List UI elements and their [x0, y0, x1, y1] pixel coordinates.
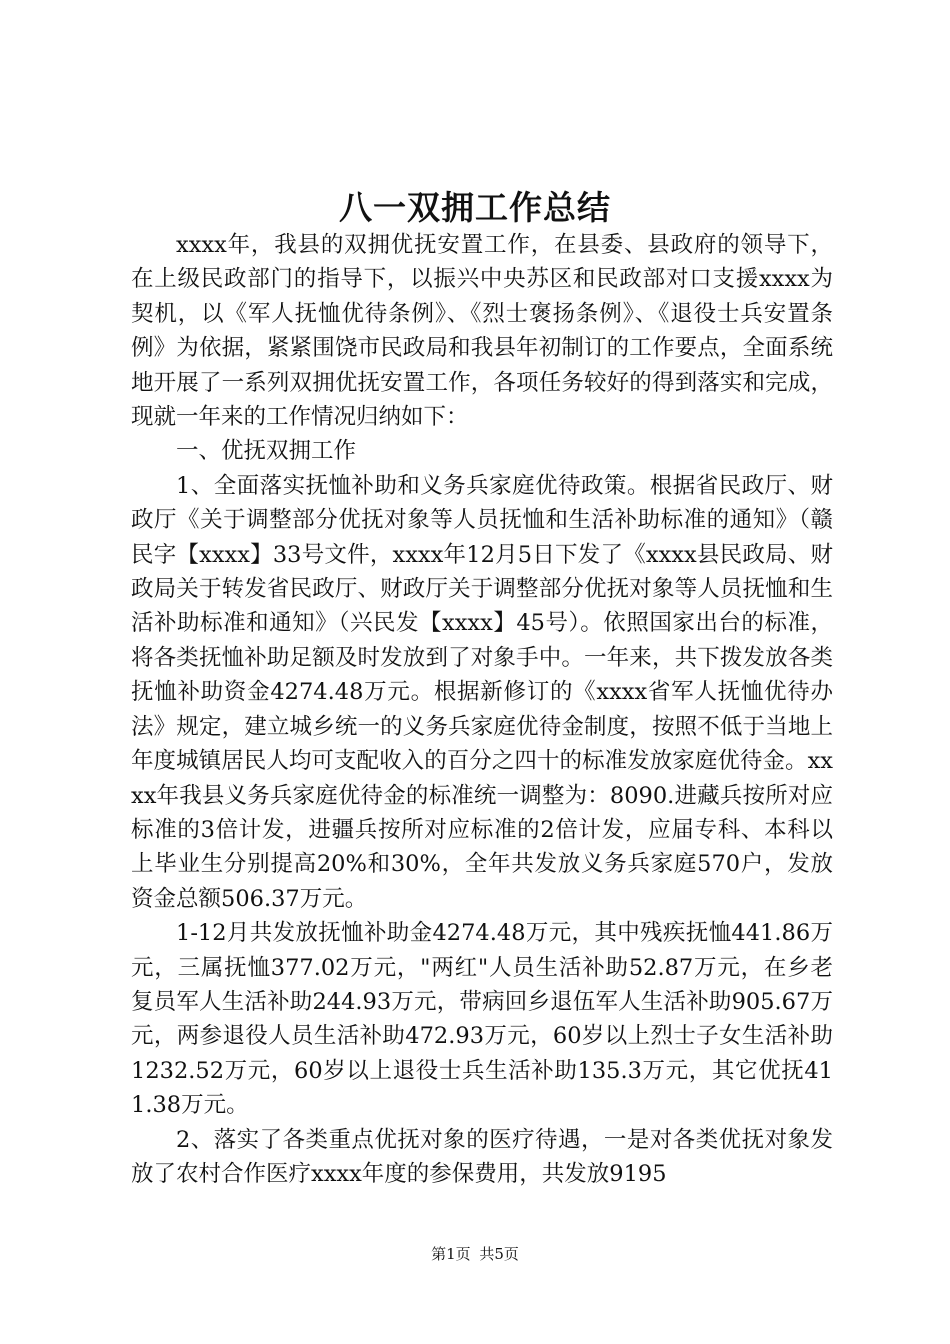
section-heading: 一、优抚双拥工作	[176, 438, 357, 465]
page-number: 第1页	[431, 1245, 471, 1263]
document-body	[131, 228, 833, 1191]
document-title: 八一双拥工作总结	[339, 188, 611, 227]
page-footer	[0, 1244, 950, 1264]
page-total: 共5页	[479, 1245, 519, 1263]
paragraph-intro: xxxx年，我县的双拥优抚安置工作，在县委、县政府的领导下，在上级民政部门的指导下，以振兴中央苏区和民政部对口支援xxxx为契机，以《军人抚恤优待条例》、《烈士褒扬条例》、《退役士兵安置条例》为依据，紧紧围饶市民政局和我县年初制订的工作要点，全面系统地开展了一系列双拥优抚安置工作，各项任务较好的得到落实和完成，现就一年来的工作情况归纳如下：	[131, 232, 833, 431]
paragraph-item-1: 1、全面落实抚恤补助和义务兵家庭优待政策。根据省民政厅、财政厅《关于调整部分优抚对象等人员抚恤和生活补助标准的通知》（赣民字【xxxx】33号文件，xxxx年12月5日下发了《xxxx县民政局、财政局关于转发省民政厅、财政厅关于调整部分优抚对象等人员抚恤和生活补助标准和通知》（兴民发【xxxx】45号）。依照国家出台的标准，将各类抚恤补助足额及时发放到了对象手中。一年来，共下拨发放各类抚恤补助资金4274.48万元。根据新修订的《xxxx省军人抚恤优待办法》规定，建立城乡统一的义务兵家庭优待金制度，按照不低于当地上年度城镇居民人均可支配收入的百分之四十的标准发放家庭优待金。xxxx年我县义务兵家庭优待金的标准统一调整为：8090.进藏兵按所对应标准的3倍计发，进疆兵按所对应标准的2倍计发，应届专科、本科以上毕业生分别提高20%和30%，全年共发放义务兵家庭570户，发放资金总额506.37万元。	[131, 472, 833, 912]
paragraph-item-2: 2、落实了各类重点优抚对象的医疗待遇，一是对各类优抚对象发放了农村合作医疗xxxx年度的参保费用，共发放9195	[131, 1126, 833, 1187]
paragraph-subsidy-details: 1-12月共发放抚恤补助金4274.48万元，其中残疾抚恤441.86万元，三属抚恤377.02万元，"两红"人员生活补助52.87万元，在乡老复员军人生活补助244.93万元，带病回乡退伍军人生活补助905.67万元，两参退役人员生活补助472.93万元，60岁以上烈士子女生活补助1232.52万元，60岁以上退役士兵生活补助135.3万元，其它优抚411.38万元。	[131, 920, 833, 1119]
